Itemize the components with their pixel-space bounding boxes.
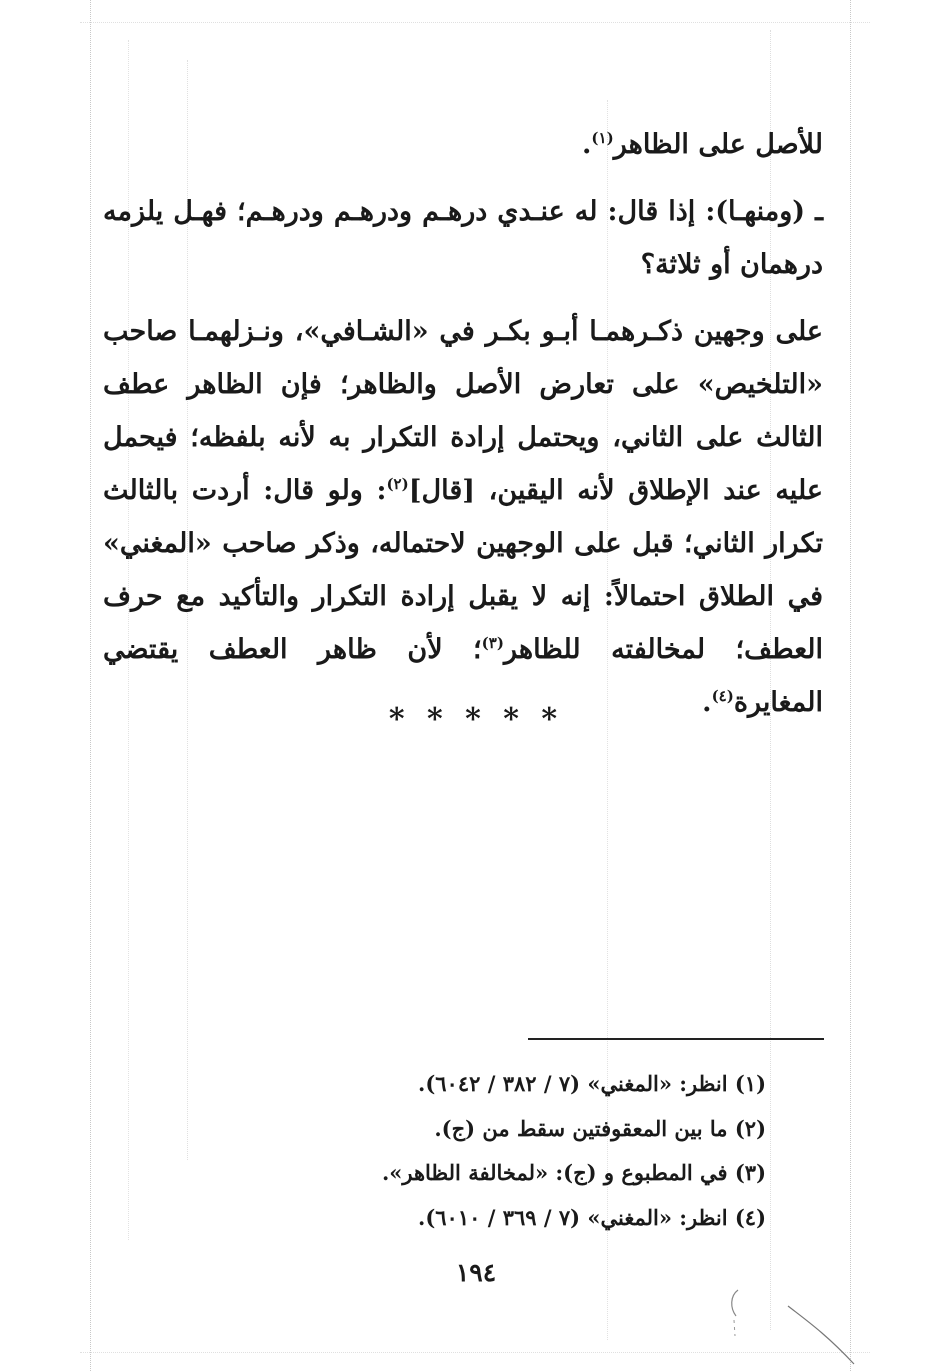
scan-guide-line (80, 22, 870, 23)
paragraph-text: : إذا قال: له عنـدي درهـم ودرهـم ودرهـم؛ فهـل يلزمه درهمان أو ثلاثة؟ (103, 196, 823, 280)
paragraph-end: . (582, 129, 592, 160)
paragraph-text: : ولو قال: أردت بالثالث تكرار الثاني؛ قبل على الوجهين لاحتماله، وذكر صاحب «المغني» في الطلاق احتمالاً: إنه لا يقبل إرادة التكرار والتأكيد مع حرف العطف؛ لمخالفته للظاهر (103, 475, 823, 665)
footnotes (300, 1062, 766, 1240)
paragraph (103, 185, 823, 291)
paragraph-text: على وجهين ذكـرهمـا أبـو بكـر في «الشـافي»، ونـزلهمـا صاحب «التلخيص» على تعارض الأصل والظاهر؛ فإن الظاهر عطف الثالث على الثاني، ويحتمل إرادة التكرار به لأنه بلفظه؛ فيحمل عليه عند الإطلاق لأنه اليقين، [قال] (103, 316, 823, 506)
footnote-divider (528, 1038, 824, 1040)
paragraph-text: للأصل على الظاهر (613, 129, 823, 160)
footnote-item: (٢) ما بين المعقوفتين سقط من (ج). (434, 1115, 766, 1141)
paragraph-text: ؛ لأن ظاهر العطف يقتضي المغايرة (103, 634, 823, 718)
scan-guide-line (90, 0, 91, 1371)
page-number: ١٩٤ (455, 1258, 497, 1287)
footnote-item: (١) انظر: «المغني» (٧ / ٣٨٢ / ٦٠٤٢). (418, 1071, 766, 1096)
paragraph (103, 118, 823, 171)
footnote-ref[interactable]: (٣) (481, 634, 504, 652)
footnote-item: (٣) في المطبوع و (ج): «لمخالفة الظاهر». (381, 1160, 766, 1185)
footnote-item: (٤) انظر: «المغني» (٧ / ٣٦٩ / ٦٠١٠). (418, 1204, 766, 1230)
section-separator: * * * * * (388, 702, 564, 737)
main-text (103, 118, 823, 729)
scan-guide-line (850, 0, 851, 1371)
footnote-ref[interactable]: (٤) (711, 687, 734, 705)
scan-pen-mark (726, 1286, 866, 1366)
footnote-ref[interactable]: (٢) (386, 475, 409, 493)
paragraph-end: . (702, 687, 712, 718)
section-lead: ـ (ومنهـا) (715, 196, 823, 227)
footnote-ref[interactable]: (١) (591, 129, 614, 147)
paragraph (103, 305, 823, 729)
